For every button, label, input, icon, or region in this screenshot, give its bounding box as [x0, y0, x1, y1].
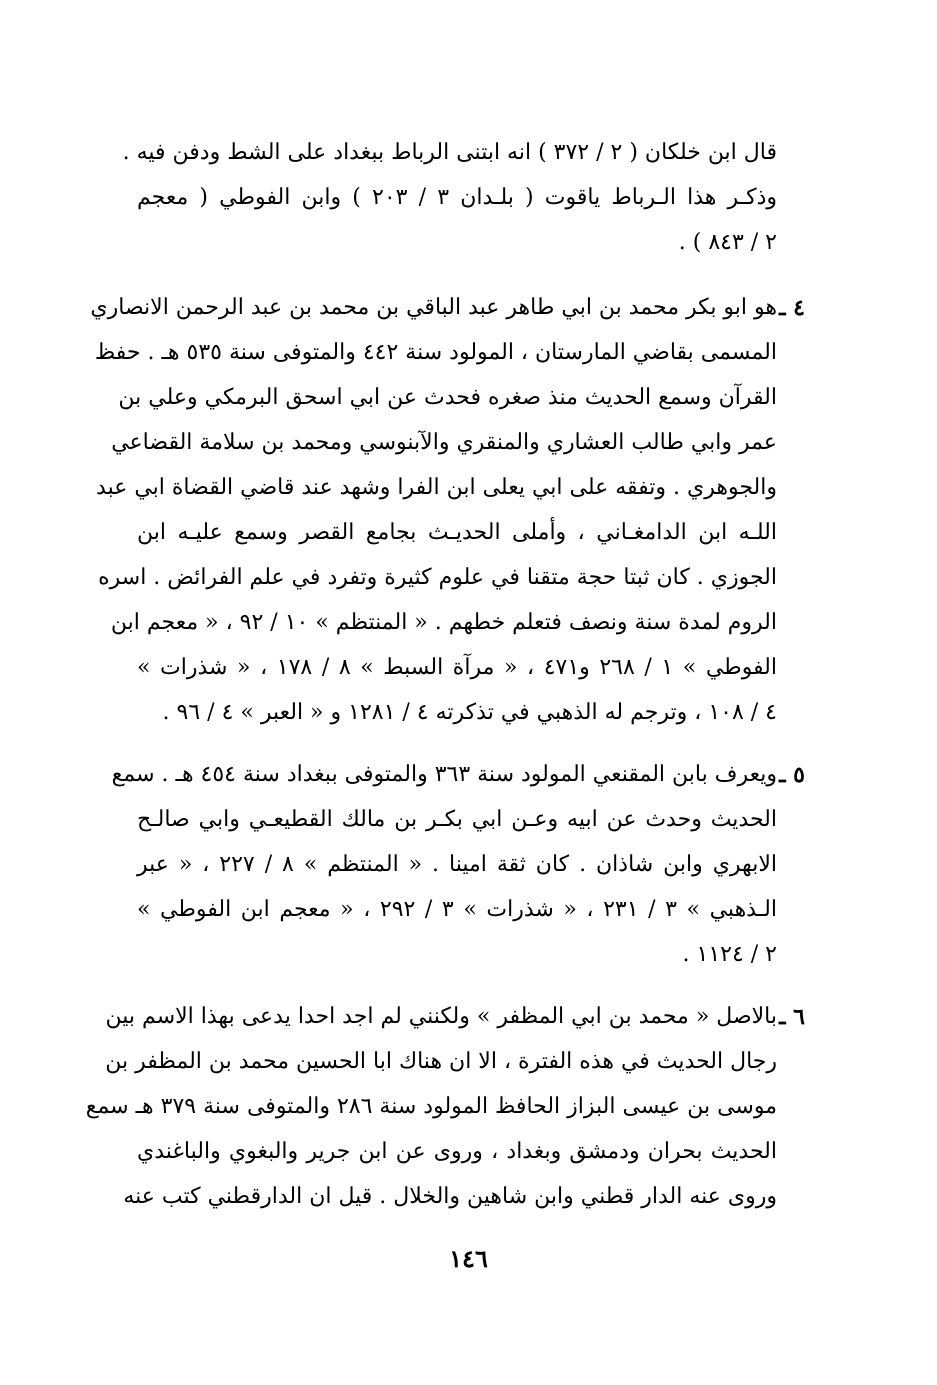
footnote-line: رجال الحديث في هذه الفترة ، الا ان هناك ابا الحسين محمد بن المظفر بن — [105, 1049, 777, 1074]
footnote-line: الـذهبي » ٣ / ٢٣١ ، « شذرات » ٣ / ٢٩٢ ، « معجم ابن الفوطي » — [137, 897, 777, 922]
footnote-line: هو ابو بكر محمد بن ابي طاهر عبد الباقي بن محمد بن عبد الرحمن الانصاري — [90, 295, 777, 320]
footnote-line: الجوزي . كان ثبتا حجة متقنا في علوم كثيرة وتفرد في علم الفرائض . اسره — [98, 565, 777, 590]
footnote-line: ٤ / ١٠٨ ، وترجم له الذهبي في تذكرته ٤ / ١٢٨١ و « العبر » ٤ / ٩٦ . — [162, 700, 777, 725]
footnote-line: الروم لمدة سنة ونصف فتعلم خطهم . « المنتظم » ١٠ / ٩٢ ، « معجم ابن — [110, 610, 777, 635]
footnote-line: الحديث وحدث عن ابيه وعـن ابي بكـر بن مالك القطيعـي وابي صالـح — [137, 807, 777, 832]
footnote-line: عمر وابي طالب العشاري والمنقري والآبنوسي ومحمد بن سلامة القضاعي — [111, 430, 777, 455]
footnote-line: الابهري وابن شاذان . كان ثقة امينا . « المنتظم » ٨ / ٢٢٧ ، « عبر — [137, 852, 777, 877]
footnote-line: بالاصل « محمد بن ابي المظفر » ولكنني لم اجد احدا يدعى بهذا الاسم بين — [105, 1004, 777, 1029]
footnote-line: موسى بن عيسى البزاز الحافظ المولود سنة ٢٨٦ والمتوفى سنة ٣٧٩ هـ سمع — [85, 1094, 777, 1119]
footnote-number: ٤ ـ — [779, 295, 805, 321]
footnote-line: والجوهري . وتفقه على ابي يعلى ابن الفرا وشهد عند قاضي القضاة ابي عبد — [96, 475, 777, 500]
footnote-line: الحديث بحران ودمشق وبغداد ، وروى عن ابن جرير والبغوي والباغندي — [137, 1139, 777, 1164]
footnote-line: وروى عنه الدار قطني وابن شاهين والخلال . قيل ان الدارقطني كتب عنه — [123, 1184, 777, 1209]
footnote-line: المسمى بقاضي المارستان ، المولود سنة ٤٤٢ والمتوفى سنة ٥٣٥ هـ . حفظ — [94, 340, 777, 365]
intro-line: قال ابن خلكان ( ٢ / ٣٧٢ ) انه ابتنى الرباط ببغداد على الشط ودفن فيه . — [122, 140, 777, 165]
intro-line: ٢ / ٨٤٣ ) . — [678, 230, 777, 255]
footnote-line: ٢ / ١١٢٤ . — [682, 942, 777, 967]
page-number: ١٤٦ — [449, 1244, 488, 1273]
footnote-line: اللـه ابن الدامغـاني ، وأملى الحديـث بجامع القصر وسمع عليـه ابن — [137, 520, 777, 545]
intro-line: وذكـر هذا الـرباط ياقوت ( بلـدان ٣ / ٢٠٣ ) وابن الفوطي ( معجم — [137, 185, 777, 210]
footnote-line: ويعرف بابن المقنعي المولود سنة ٣٦٣ والمتوفى ببغداد سنة ٤٥٤ هـ . سمع — [111, 762, 777, 787]
footnote-number: ٥ ـ — [779, 762, 805, 788]
footnote-line: الفوطي » ١ / ٢٦٨ و٤٧١ ، « مرآة السبط » ٨ / ١٧٨ ، « شذرات » — [137, 655, 777, 680]
footnote-line: القرآن وسمع الحديث منذ صغره فحدث عن ابي اسحق البرمكي وعلي بن — [118, 385, 777, 410]
footnote-number: ٦ ـ — [779, 1004, 805, 1030]
